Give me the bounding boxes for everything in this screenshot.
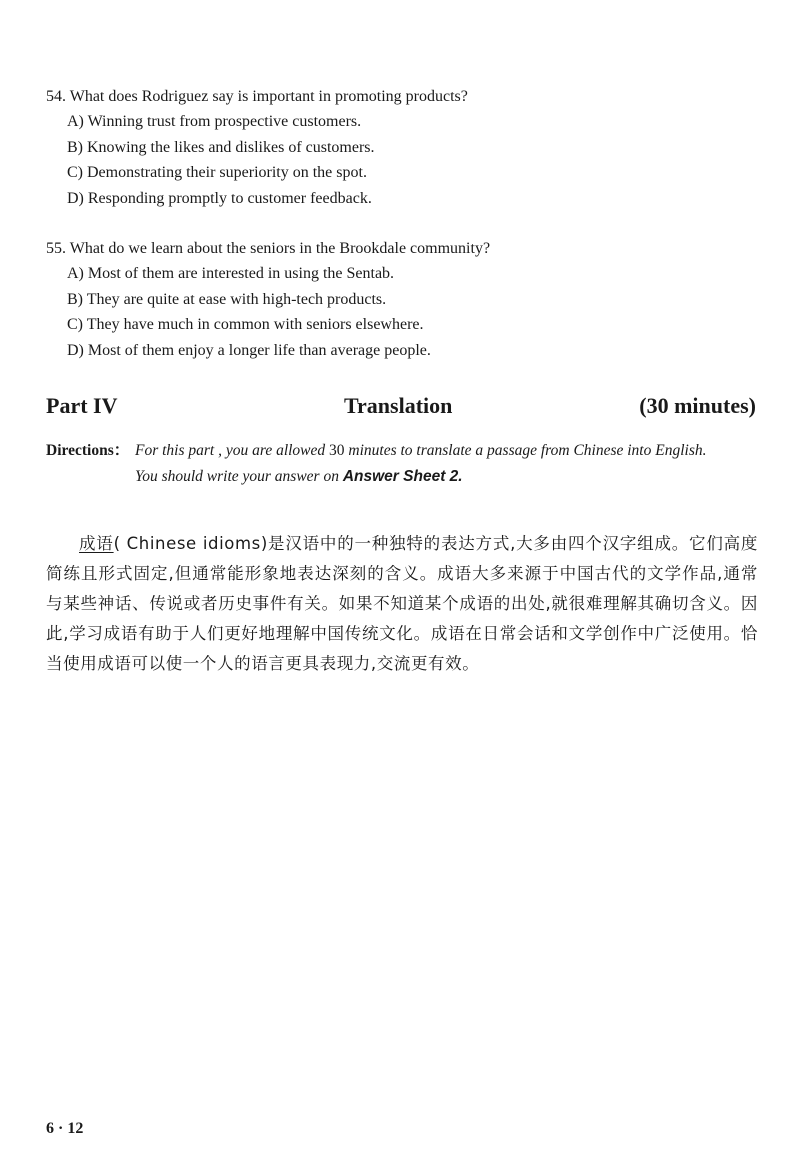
answer-option-a: A) Most of them are interested in using the Sentab.: [67, 265, 395, 282]
section-header: [46, 390, 756, 422]
question-stem: 54. What does Rodriguez say is important in promoting products?: [46, 88, 468, 105]
part-label: Part IV: [46, 393, 118, 418]
passage-text: ( Chinese idioms)是汉语中的一种独特的表达方式,大多由四个汉字组成。它们高度简练且形式固定,但通常能形象地表达深刻的含义。成语大多来源于中国古代的文学作品,通常与某些神话、传说或者历史事件有关。如果不知道某个成语的出处,就很难理解其确切含义。因此,学习成语有助于人们更好地理解中国传统文化。成语在日常会话和文学创作中广泛使用。恰当使用成语可以使一个人的语言更具表现力,交流更有效。: [46, 533, 758, 673]
underlined-term: 成语: [79, 533, 114, 553]
answer-sheet-reference: Answer Sheet 2.: [342, 468, 463, 485]
question-55: [46, 236, 766, 363]
directions-label: Directions：: [46, 442, 130, 459]
answer-option-b: B) Knowing the likes and dislikes of customers.: [67, 138, 375, 156]
answer-option-c: C) Demonstrating their superiority on the spot.: [67, 164, 367, 181]
answer-option-a: A) Winning trust from prospective customers.: [67, 113, 362, 130]
answer-option-d: D) Responding promptly to customer feedback.: [67, 189, 372, 207]
part-time-limit: (30 minutes): [639, 393, 756, 418]
page-number: 6 · 12: [46, 1120, 84, 1137]
answer-option-d: D) Most of them enjoy a longer life than average people.: [67, 341, 431, 359]
time-allowed-number: 30: [329, 442, 345, 459]
translation-passage: [46, 529, 758, 679]
answer-option-c: C) They have much in common with seniors elsewhere.: [67, 316, 424, 333]
part-title: Translation: [344, 393, 453, 418]
directions-line-2: You should write your answer on Answer Sheet 2.: [135, 468, 463, 485]
question-stem: 55. What do we learn about the seniors in the Brookdale community?: [46, 240, 491, 257]
question-54: [46, 84, 766, 211]
answer-option-b: B) They are quite at ease with high-tech products.: [67, 290, 387, 308]
directions-line-1: For this part , you are allowed 30 minutes to translate a passage from Chinese into English.: [135, 442, 707, 459]
